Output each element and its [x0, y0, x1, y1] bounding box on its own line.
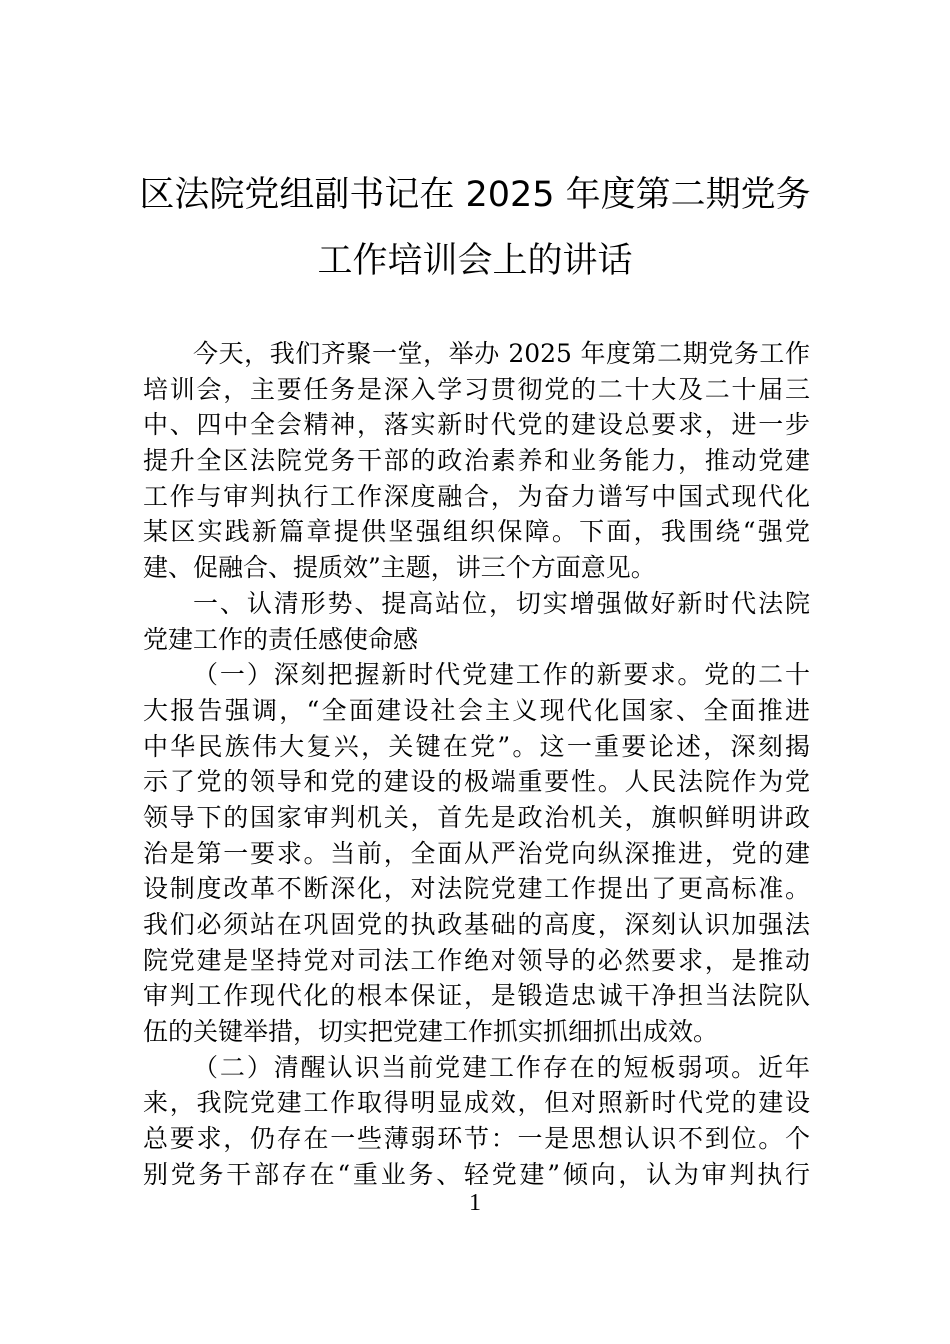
body-line: 工作与审判执行工作深度融合，为奋力谱写中国式现代化: [143, 481, 810, 511]
body-line: 别党务干部存在“重业务、轻党建”倾向，认为审判执行: [143, 1159, 810, 1189]
body-line: 设制度改革不断深化，对法院党建工作提出了更高标准。: [143, 874, 810, 904]
body-line: 总要求，仍存在一些薄弱环节：一是思想认识不到位。个: [143, 1124, 810, 1154]
section-heading-line: 一、认清形势、提高站位，切实增强做好新时代法院: [193, 588, 810, 618]
body-line: （一）深刻把握新时代党建工作的新要求。党的二十: [193, 660, 810, 690]
body-line: 大报告强调，“全面建设社会主义现代化国家、全面推进: [143, 695, 810, 725]
page-number: 1: [469, 1190, 481, 1216]
document-title-line-1: 区法院党组副书记在 2025 年度第二期党务: [139, 175, 811, 215]
body-line: 领导下的国家审判机关，首先是政治机关，旗帜鲜明讲政: [143, 802, 810, 832]
body-line: 中、四中全会精神，落实新时代党的建设总要求，进一步: [143, 410, 810, 440]
body-line: 中华民族伟大复兴，关键在党”。这一重要论述，深刻揭: [143, 731, 810, 761]
body-line: 治是第一要求。当前，全面从严治党向纵深推进，党的建: [143, 838, 810, 868]
body-line: 提升全区法院党务干部的政治素养和业务能力，推动党建: [143, 446, 810, 476]
body-line: 伍的关键举措，切实把党建工作抓实抓细抓出成效。: [143, 1017, 719, 1047]
body-line: 审判工作现代化的根本保证，是锻造忠诚干净担当法院队: [143, 981, 810, 1011]
body-line: 我们必须站在巩固党的执政基础的高度，深刻认识加强法: [143, 910, 810, 939]
body-line: 某区实践新篇章提供坚强组织保障。下面，我围绕“强党: [143, 517, 810, 547]
body-line: 建、促融合、提质效”主题，讲三个方面意见。: [143, 553, 656, 583]
section-heading-line: 党建工作的责任感使命感: [143, 624, 419, 654]
document-title-line-2: 工作培训会上的讲话: [317, 241, 633, 281]
body-line: 示了党的领导和党的建设的极端重要性。人民法院作为党: [143, 767, 810, 797]
body-line: 院党建是坚持党对司法工作绝对领导的必然要求，是推动: [143, 945, 810, 975]
document-body: [143, 336, 810, 1193]
body-line: 培训会，主要任务是深入学习贯彻党的二十大及二十届三: [143, 374, 810, 404]
body-line: 今天，我们齐聚一堂，举办 2025 年度第二期党务工作: [193, 339, 810, 368]
body-line: 来，我院党建工作取得明显成效，但对照新时代党的建设: [143, 1088, 810, 1118]
body-line: （二）清醒认识当前党建工作存在的短板弱项。近年: [193, 1052, 810, 1082]
